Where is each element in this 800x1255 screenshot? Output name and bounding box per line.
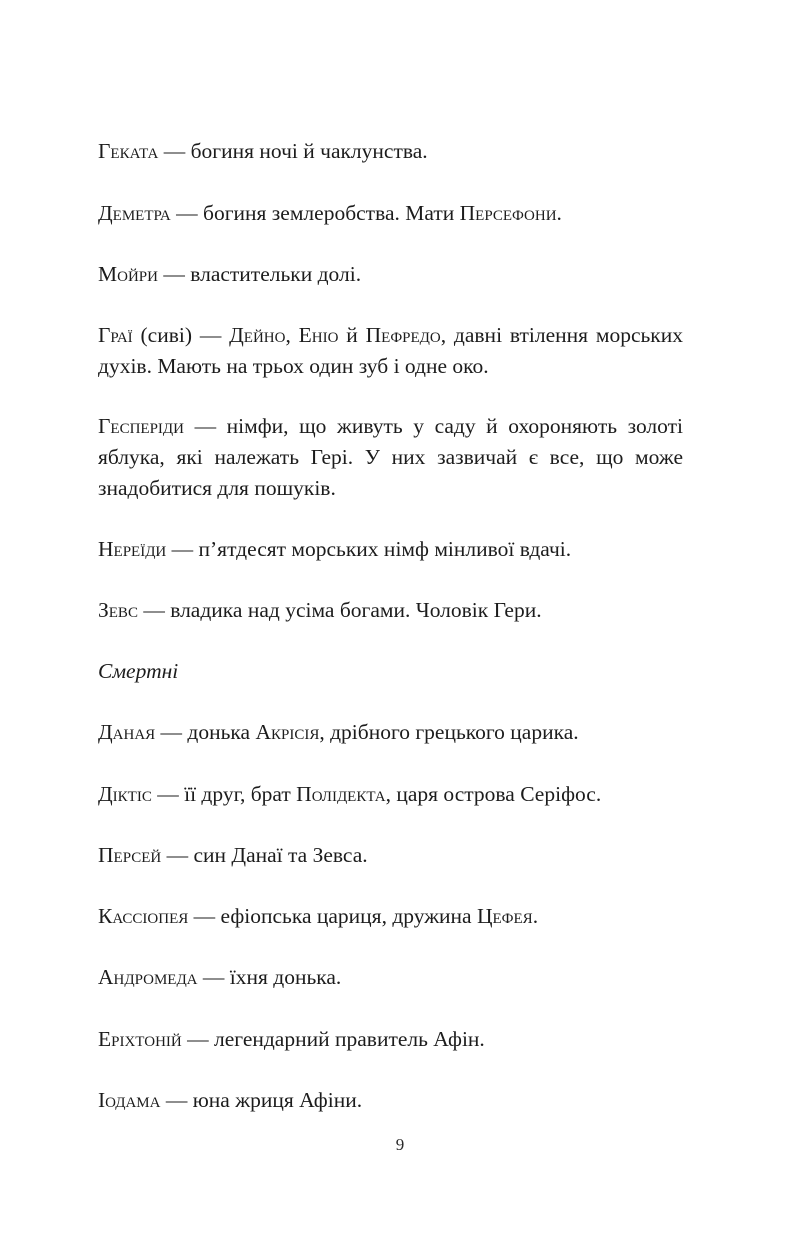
character-name: Кассіопея: [98, 904, 189, 928]
character-name: Зевс: [98, 598, 138, 622]
character-name: Мойри: [98, 262, 158, 286]
entry-hekate: [98, 136, 683, 167]
character-description: — донька: [155, 720, 256, 744]
character-description: — її друг, брат: [151, 782, 297, 806]
entry-hesperides: [98, 411, 683, 504]
entry-erichthonius: [98, 1024, 683, 1055]
character-name: Еріхтоній: [98, 1027, 182, 1051]
entry-moirai: [98, 259, 683, 290]
entry-dictys: [98, 779, 683, 810]
character-name: Персефони: [459, 201, 557, 225]
character-name: Еніо: [298, 323, 339, 347]
character-name: Даная: [98, 720, 156, 744]
character-description: (сиві) —: [132, 323, 230, 347]
entry-cassiopeia: [98, 901, 683, 932]
character-description: й: [338, 323, 366, 347]
character-description: — богиня ночі й чаклунства.: [158, 139, 428, 163]
character-description: — богиня землеробства. Мати: [170, 201, 460, 225]
character-description: — властительки долі.: [157, 262, 362, 286]
entry-perseus: [98, 840, 683, 871]
character-description: — легендарний правитель Афін.: [181, 1027, 485, 1051]
character-name: Нереїди: [98, 537, 167, 561]
character-description: — юна жриця Афіни.: [160, 1088, 363, 1112]
character-description: , дрібного грецького царика.: [319, 720, 579, 744]
page-number: 9: [395, 1135, 405, 1154]
character-description: , царя острова Серіфос.: [385, 782, 602, 806]
character-name: Андромеда: [98, 965, 198, 989]
character-description: — їхня донька.: [197, 965, 342, 989]
character-description: .: [556, 201, 562, 225]
character-name: Граї: [98, 323, 133, 347]
character-name: Пефредо: [365, 323, 441, 347]
entry-iodama: [98, 1085, 683, 1116]
character-description: — німфи, що живуть у саду й охороняють золоті яблука, які належать Гері. У них зазвичай є все, що може знадобитися для пошуків.: [98, 414, 683, 500]
character-description: — владика над усіма богами. Чоловік Гери.: [137, 598, 542, 622]
section-heading-mortals: Смертні: [98, 659, 179, 683]
entry-nereids: [98, 534, 683, 565]
character-name: Іодама: [98, 1088, 161, 1112]
character-name: Полідекта: [296, 782, 386, 806]
character-name: Діктіс: [98, 782, 152, 806]
character-name: Цефея: [476, 904, 533, 928]
entry-zeus: [98, 595, 683, 626]
character-name: Гесперіди: [98, 414, 184, 438]
character-description: — п’ятдесят морських німф мінливої вдачі.: [166, 537, 572, 561]
character-name: Акрісія: [255, 720, 320, 744]
character-description: — ефіопська цариця, дружина: [188, 904, 477, 928]
character-name: Персей: [98, 843, 162, 867]
entry-danae: [98, 717, 683, 748]
character-description: ,: [285, 323, 299, 347]
character-name: Дейно: [229, 323, 286, 347]
character-name: Геката: [98, 139, 159, 163]
character-description: , давні втілення морських духів. Мають на трьох один зуб і одне око.: [98, 323, 683, 378]
entry-graeae: [98, 320, 683, 382]
entry-demeter: [98, 198, 683, 229]
character-name: Деметра: [98, 201, 171, 225]
entry-andromeda: [98, 962, 683, 993]
character-description: .: [532, 904, 539, 928]
character-description: — син Данаї та Зевса.: [161, 843, 368, 867]
